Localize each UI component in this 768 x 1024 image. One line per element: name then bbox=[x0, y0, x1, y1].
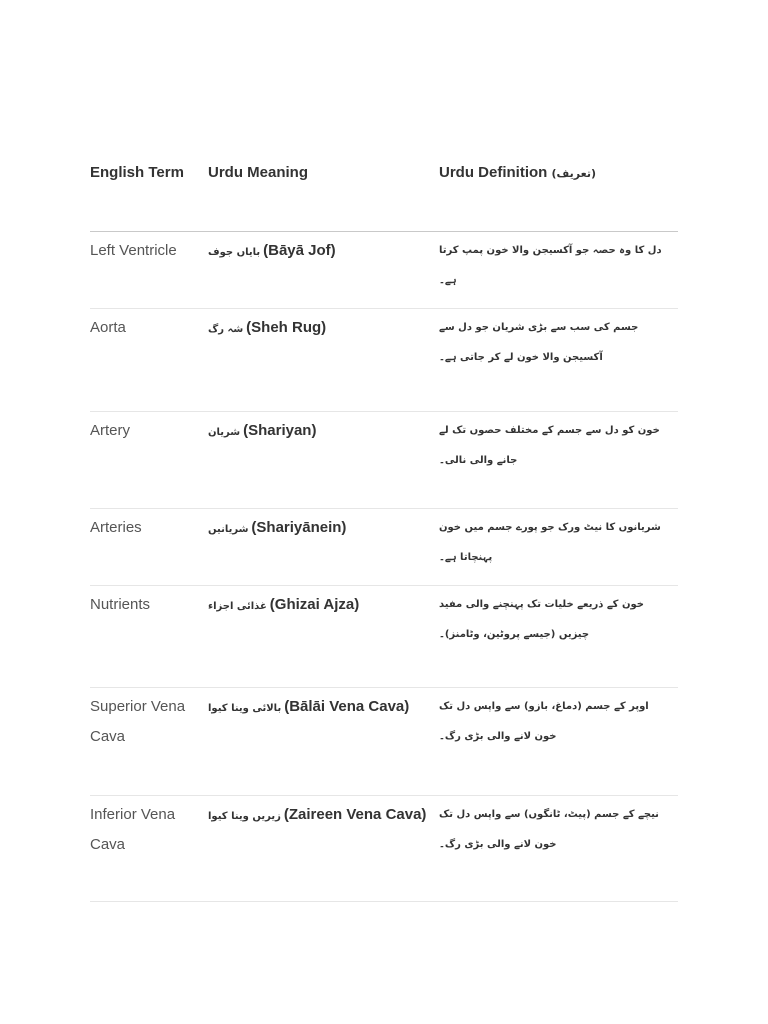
transliteration: (Bāyā Jof) bbox=[263, 242, 336, 259]
urdu-meaning-cell bbox=[208, 692, 433, 724]
table-row bbox=[90, 509, 678, 586]
transliteration: (Shariyan) bbox=[243, 422, 317, 439]
urdu-word: بایاں جوف bbox=[208, 247, 261, 258]
urdu-meaning-cell bbox=[208, 590, 433, 622]
english-term-cell: Arteries bbox=[90, 519, 142, 536]
urdu-meaning-cell bbox=[208, 513, 433, 545]
urdu-word: شریان bbox=[208, 427, 241, 438]
english-term-cell: Inferior Vena Cava bbox=[90, 806, 176, 853]
header-urdu-definition-en: Urdu Definition bbox=[439, 164, 548, 181]
table-row bbox=[90, 586, 678, 688]
urdu-word: شریانیں bbox=[208, 524, 249, 535]
urdu-word: زیریں وینا کیوا bbox=[208, 811, 281, 822]
urdu-word: بالائی وینا کیوا bbox=[208, 703, 282, 714]
english-term-cell: Aorta bbox=[90, 319, 126, 336]
english-term-cell: Superior Vena Cava bbox=[90, 698, 186, 745]
transliteration: (Zaireen Vena Cava) bbox=[283, 806, 427, 823]
header-urdu-definition-ur: (تعریف) bbox=[551, 167, 596, 180]
urdu-definition-cell: اوپر کے جسم (دماغ، بازو) سے واپس دل تک خون لانے والی بڑی رگ۔ bbox=[439, 701, 649, 742]
urdu-definition-cell: نیچے کے جسم (پیٹ، ٹانگوں) سے واپس دل تک خون لانے والی بڑی رگ۔ bbox=[439, 809, 659, 850]
urdu-definition-cell: شریانوں کا نیٹ ورک جو پورے جسم میں خون پہنچاتا ہے۔ bbox=[439, 522, 661, 563]
transliteration: (Ghizai Ajza) bbox=[269, 596, 360, 613]
header-urdu-meaning: Urdu Meaning bbox=[208, 164, 308, 181]
english-term-cell: Nutrients bbox=[90, 596, 151, 613]
transliteration: (Sheh Rug) bbox=[246, 319, 327, 336]
urdu-definition-cell: دل کا وہ حصہ جو آکسیجن والا خون پمپ کرتا ہے۔ bbox=[439, 245, 662, 286]
urdu-meaning-cell bbox=[208, 313, 433, 345]
table-header-row bbox=[90, 140, 678, 232]
english-term-cell: Left Ventricle bbox=[90, 242, 177, 259]
english-term-cell: Artery bbox=[90, 422, 131, 439]
urdu-meaning-cell bbox=[208, 800, 433, 832]
table-row bbox=[90, 688, 678, 796]
header-english-term: English Term bbox=[90, 164, 184, 181]
terms-table bbox=[90, 140, 678, 902]
urdu-word: شہ رگ bbox=[208, 324, 244, 335]
urdu-meaning-cell bbox=[208, 416, 433, 448]
urdu-meaning-cell bbox=[208, 236, 433, 268]
table-row bbox=[90, 796, 678, 902]
urdu-definition-cell: خون کو دل سے جسم کے مختلف حصوں تک لے جانے والی نالی۔ bbox=[439, 425, 660, 466]
table-row bbox=[90, 309, 678, 412]
table-row bbox=[90, 412, 678, 509]
transliteration: (Shariyānein) bbox=[251, 519, 347, 536]
urdu-definition-cell: خون کے ذریعے خلیات تک پہنچنے والی مفید چیزیں (جیسے پروٹین، وٹامنز)۔ bbox=[439, 599, 644, 640]
urdu-word: غذائی اجزاء bbox=[208, 601, 267, 612]
urdu-definition-cell: جسم کی سب سے بڑی شریان جو دل سے آکسیجن والا خون لے کر جاتی ہے۔ bbox=[439, 322, 639, 363]
header-urdu-definition bbox=[439, 158, 674, 189]
table-row bbox=[90, 232, 678, 309]
transliteration: (Bālāi Vena Cava) bbox=[284, 698, 410, 715]
